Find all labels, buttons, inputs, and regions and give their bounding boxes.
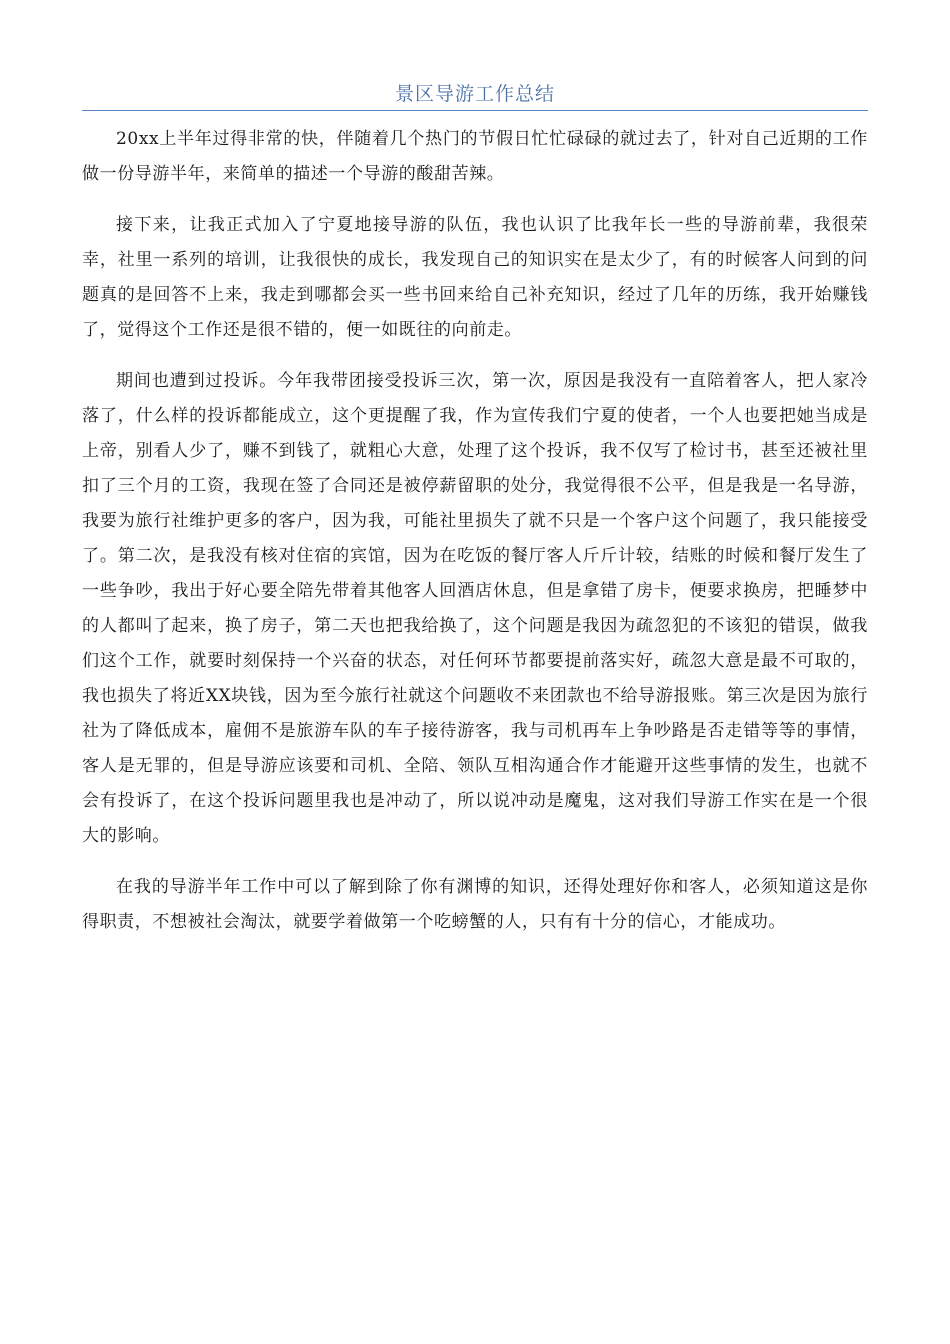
page-header [82, 80, 868, 111]
paragraph-3: 期间也遭到过投诉。今年我带团接受投诉三次，第一次，原因是我没有一直陪着客人，把人家冷落了，什么样的投诉都能成立，这个更提醒了我，作为宣传我们宁夏的使者，一个人也要把她当成是上帝，别看人少了，赚不到钱了，就粗心大意，处理了这个投诉，我不仅写了检讨书，甚至还被社里扣了三个月的工资，我现在签了合同还是被停薪留职的处分，我觉得很不公平，但是我是一名导游，我要为旅行社维护更多的客户，因为我，可能社里损失了就不只是一个客户这个问题了，我只能接受了。第二次，是我没有核对住宿的宾馆，因为在吃饭的餐厅客人斤斤计较，结账的时候和餐厅发生了一些争吵，我出于好心要全陪先带着其他客人回酒店休息，但是拿错了房卡，便要求换房，把睡梦中的人都叫了起来，换了房子，第二天也把我给换了，这个问题是我因为疏忽犯的不该犯的错误，做我们这个工作，就要时刻保持一个兴奋的状态，对任何环节都要提前落实好，疏忽大意是最不可取的，我也损失了将近XX块钱，因为至今旅行社就这个问题收不来团款也不给导游报账。第三次是因为旅行社为了降低成本，雇佣不是旅游车队的车子接待游客，我与司机再车上争吵路是否走错等等的事情，客人是无罪的，但是导游应该要和司机、全陪、领队互相沟通合作才能避开这些事情的发生，也就不会有投诉了，在这个投诉问题里我也是冲动了，所以说冲动是魔鬼，这对我们导游工作实在是一个很大的影响。 [82, 371, 868, 846]
paragraph-4: 在我的导游半年工作中可以了解到除了你有渊博的知识，还得处理好你和客人，必须知道这是你得职责，不想被社会淘汰，就要学着做第一个吃螃蟹的人，只有有十分的信心，才能成功。 [82, 877, 868, 932]
paragraph-1: 20xx上半年过得非常的快，伴随着几个热门的节假日忙忙碌碌的就过去了，针对自己近期的工作做一份导游半年，来简单的描述一个导游的酸甜苦辣。 [82, 129, 868, 184]
paragraph-2: 接下来，让我正式加入了宁夏地接导游的队伍，我也认识了比我年长一些的导游前辈，我很荣幸，社里一系列的培训，让我很快的成长，我发现自己的知识实在是太少了，有的时候客人问到的问题真的是回答不上来，我走到哪都会买一些书回来给自己补充知识，经过了几年的历练，我开始赚钱了，觉得这个工作还是很不错的，便一如既往的向前走。 [82, 215, 868, 340]
document-title: 景区导游工作总结 [394, 83, 555, 105]
document-body [82, 122, 868, 956]
